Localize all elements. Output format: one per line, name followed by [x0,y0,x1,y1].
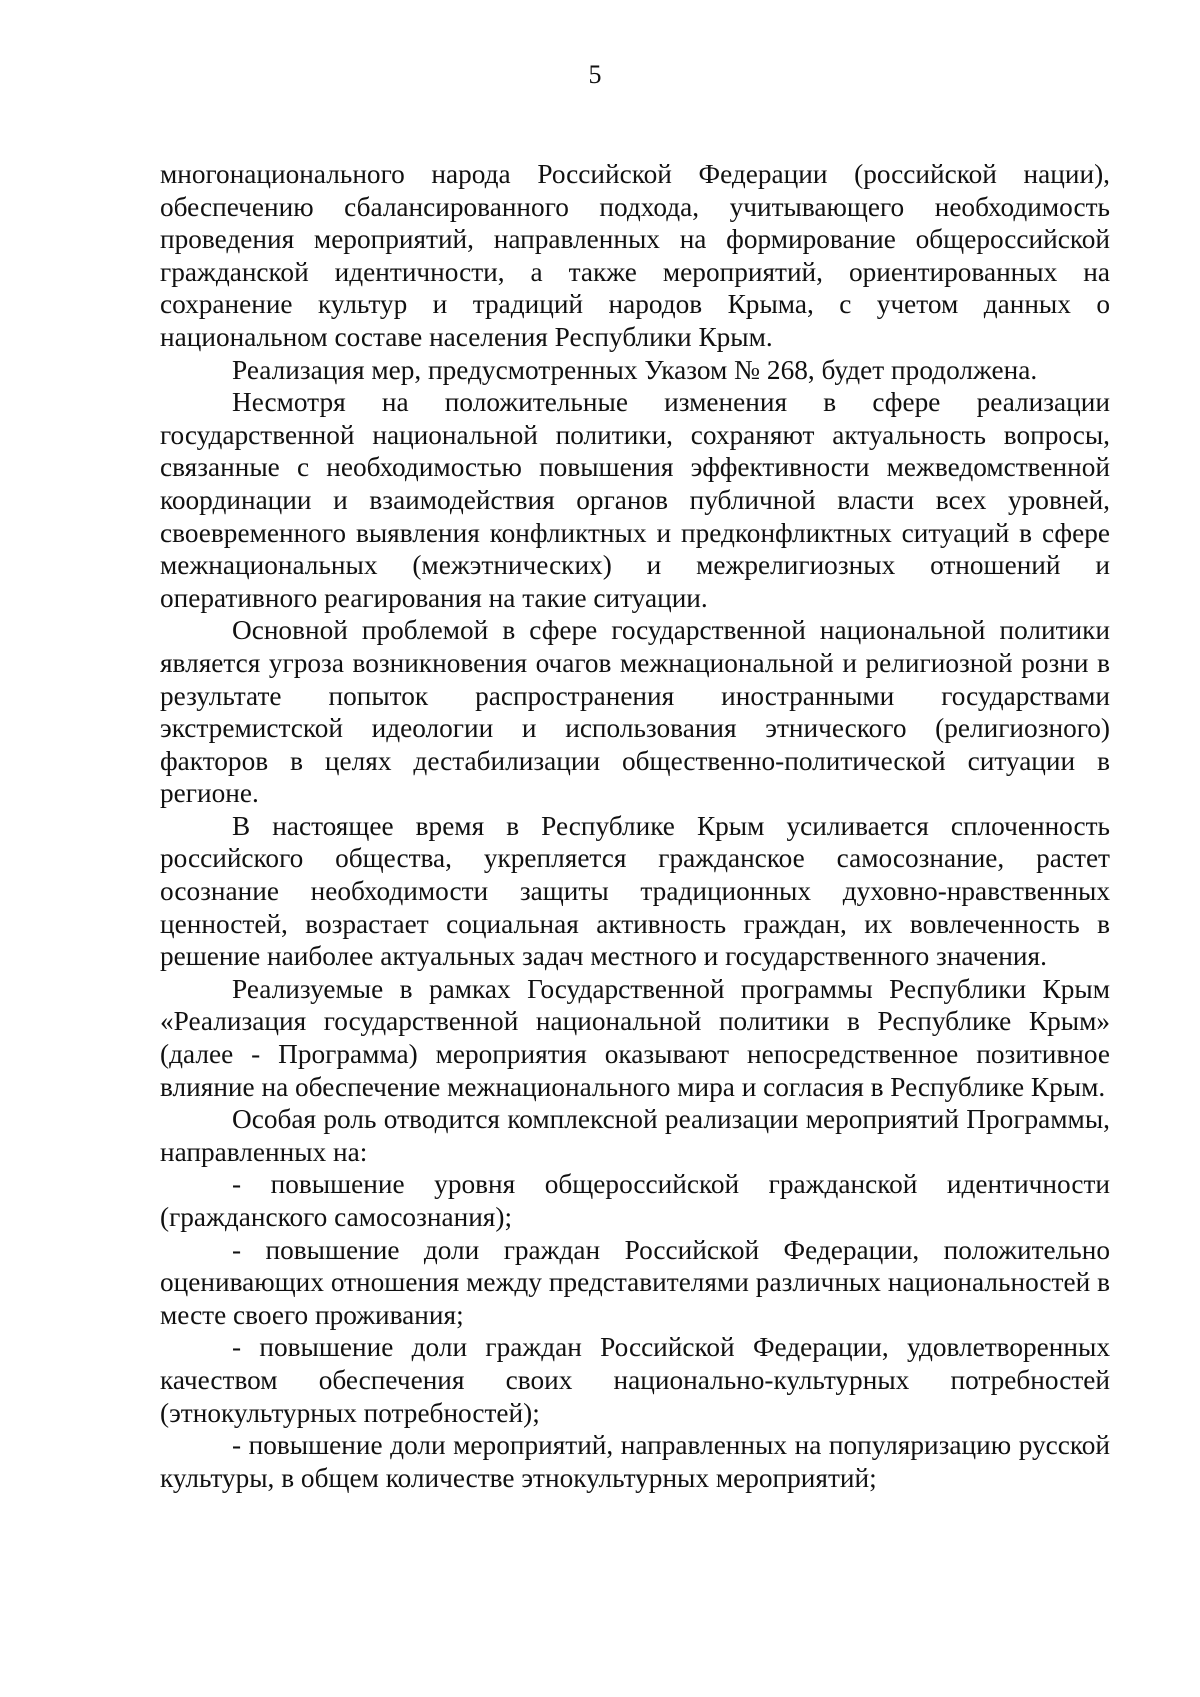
list-item: - повышение доли граждан Российской Федерации, удовлетворенных качеством обеспечения своих национально-культурных потребностей (этнокультурных потребностей); [160,1332,1110,1428]
page-number: 5 [588,60,602,89]
document-body [160,158,1110,1494]
list-item: - повышение доли мероприятий, направленных на популяризацию русской культуры, в общем количестве этнокультурных мероприятий; [160,1430,1110,1493]
paragraph: Особая роль отводится комплексной реализации мероприятий Программы, направленных на: [160,1104,1110,1167]
paragraph: Реализуемые в рамках Государственной программы Республики Крым «Реализация государственной национальной политики в Республике Крым» (далее - Программа) мероприятия оказывают непосредственное позитивное влияние на обеспечение межнационального мира и согласия в Республике Крым. [160,973,1110,1102]
paragraph-continuation: многонационального народа Российской Федерации (российской нации), обеспечению сбалансированного подхода, учитывающего необходимость проведения мероприятий, направленных на формирование общероссийской гражданской идентичности, а также мероприятий, ориентированных на сохранение культур и традиций народов Крыма, с учетом данных о национальном составе населения Республики Крым. [160,159,1110,352]
list-item: - повышение уровня общероссийской гражданской идентичности (гражданского самосознания); [160,1169,1110,1232]
paragraph: Основной проблемой в сфере государственной национальной политики является угроза возникновения очагов межнациональной и религиозной розни в результате попыток распространения иностранными государствами экстремистской идеологии и использования этнического (религиозного) факторов в целях дестабилизации общественно-политической ситуации в регионе. [160,615,1110,809]
paragraph: Несмотря на положительные изменения в сфере реализации государственной национальной политики, сохраняют актуальность вопросы, связанные с необходимостью повышения эффективности межведомственной координации и взаимодействия органов публичной власти всех уровней, своевременного выявления конфликтных и предконфликтных ситуаций в сфере межнациональных (межэтнических) и межрелигиозных отношений и оперативного реагирования на такие ситуации. [160,387,1110,613]
paragraph: Реализация мер, предусмотренных Указом № 268, будет продолжена. [232,354,1038,385]
paragraph: В настоящее время в Республике Крым усиливается сплоченность российского общества, укрепляется гражданское самосознание, растет осознание необходимости защиты традиционных духовно-нравственных ценностей, возрастает социальная активность граждан, их вовлеченность в решение наиболее актуальных задач местного и государственного значения. [160,810,1110,972]
list-item: - повышение доли граждан Российской Федерации, положительно оценивающих отношения между представителями различных национальностей в месте своего проживания; [160,1234,1110,1330]
